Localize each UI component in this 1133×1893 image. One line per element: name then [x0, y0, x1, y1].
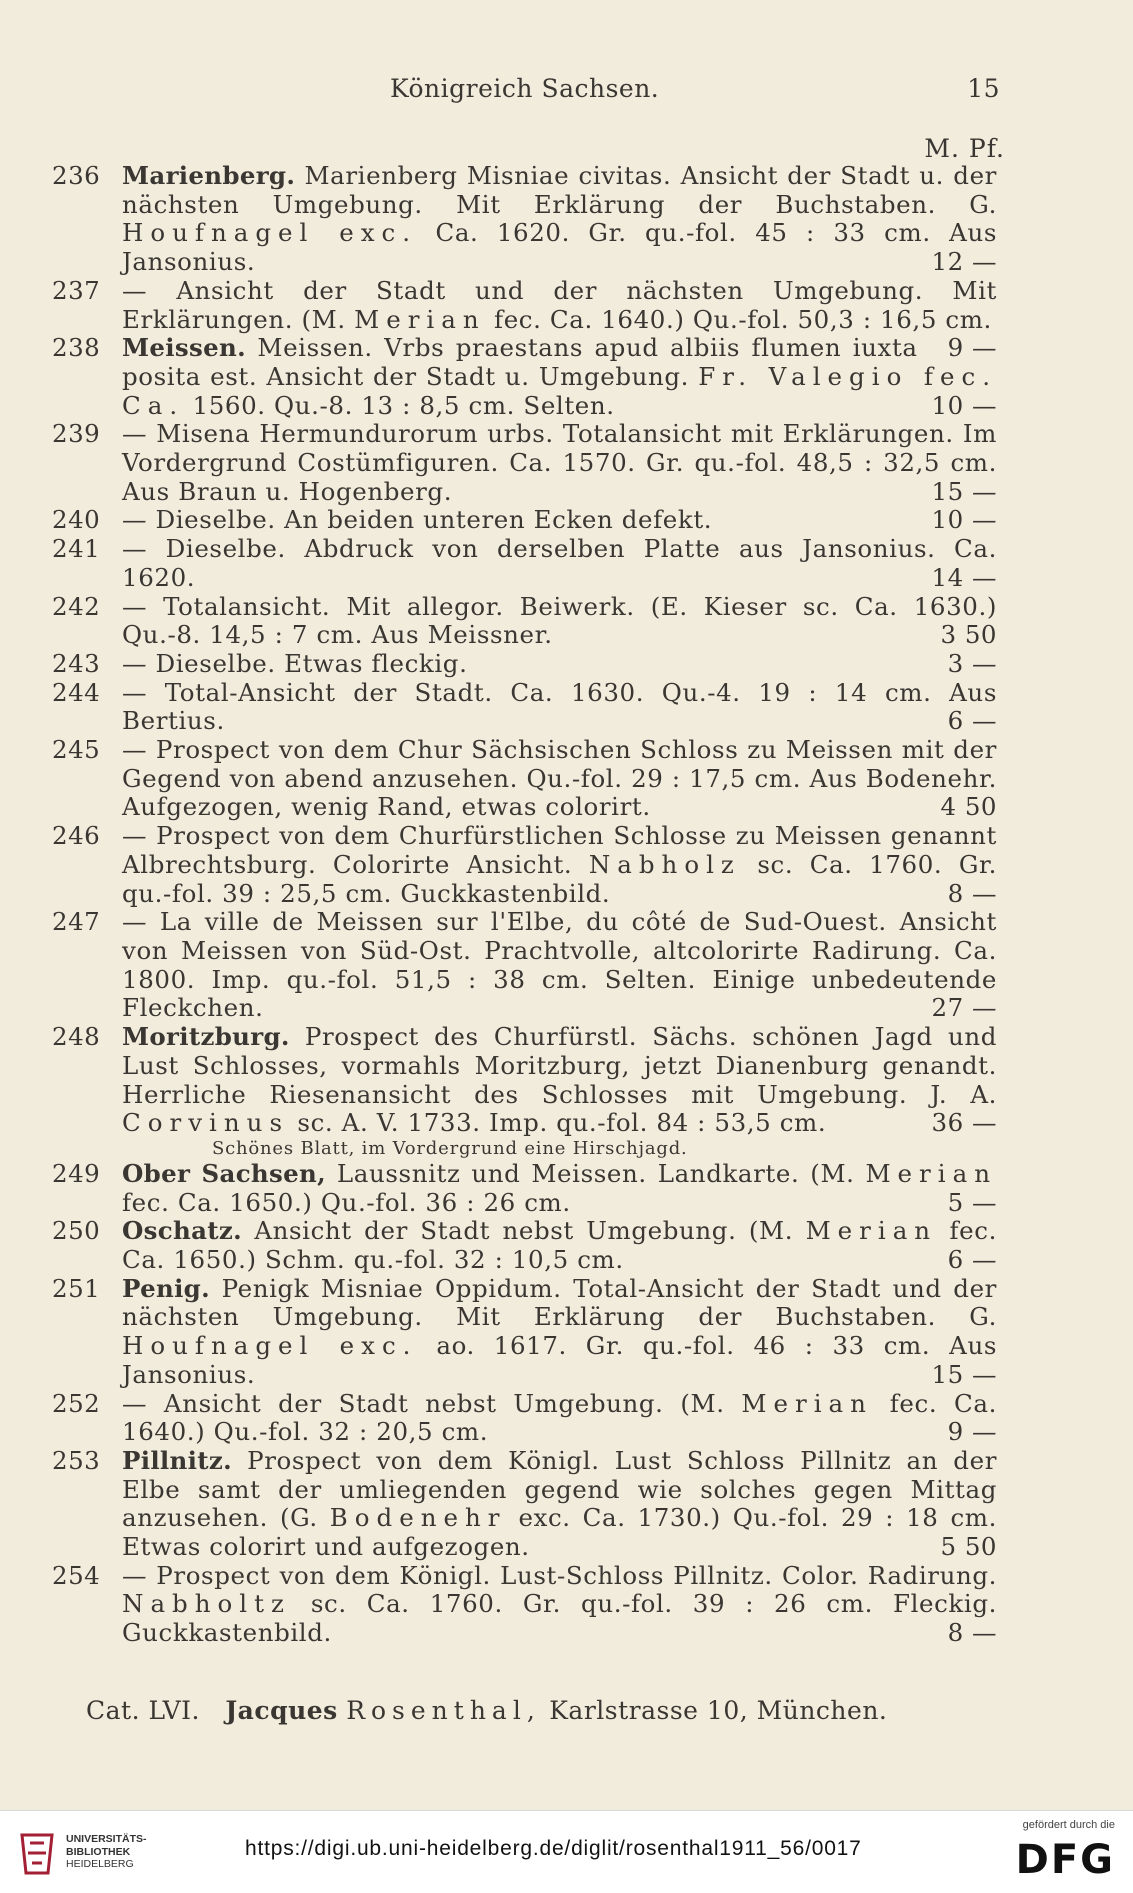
dealer-address: Karlstrasse 10, München.: [549, 1696, 888, 1725]
entry-description: Marienberg Misniae civitas. Ansicht der Stadt u. der nächsten Umgebung. Mit Erklärung der Buchstaben. G.: [122, 161, 997, 219]
entry-keyword: Marienberg.: [122, 161, 296, 190]
entry-description: Prospect von dem Königl. Lust Schloss Pillnitz an der Elbe samt der umliegenden gegend wie solches gegen Mittag anzusehen. (G.: [122, 1445, 997, 1533]
permalink-url[interactable]: https://digi.ub.uni-heidelberg.de/diglit/rosenthal1911_56/0017: [245, 1837, 862, 1860]
entry-artist: Houfnagel exc.: [122, 1331, 418, 1361]
catalog-entry: [52, 334, 997, 420]
entry-number: 236: [52, 161, 101, 190]
entry-description: — Dieselbe. Etwas fleckig.: [122, 648, 468, 678]
entry-number: 245: [52, 735, 101, 765]
entry-price: 15 —: [931, 1359, 997, 1389]
entry-description: — Dieselbe. An beiden unteren Ecken defekt.: [122, 505, 713, 535]
entry-number: 242: [52, 591, 101, 621]
catalog-entry: [52, 1023, 997, 1160]
entry-details: exc. Ca. 1730.) Qu.-fol. 29 : 18 cm. Etwas colorirt und aufgezogen.: [122, 1503, 997, 1562]
entry-details: sc. A. V. 1733. Imp. qu.-fol. 84 : 53,5 cm.: [289, 1108, 827, 1138]
entry-description: — Misena Hermundurorum urbs. Totalansicht mit Erklärungen. Im Vordergrund Costümfiguren. Ca. 1570. Gr. qu.-fol. 48,5 : 32,5 cm. Aus Braun u. Hogenberg.: [122, 419, 997, 506]
page-number: 15: [967, 74, 1000, 103]
entry-number: 243: [52, 648, 101, 678]
page-header: [120, 74, 1000, 114]
entry-artist: Corvinus: [122, 1108, 290, 1138]
entry-details: sc. Ca. 1760. Gr. qu.-fol. 39 : 26 cm. Fleckig. Guckkastenbild.: [122, 1589, 997, 1648]
catalog-entry: [52, 1562, 997, 1648]
entry-artist: Nabholz: [588, 849, 741, 879]
entry-details: fec. Ca. 1650.) Schm. qu.-fol. 32 : 10,5 cm.: [122, 1216, 997, 1275]
catalog-entry: [52, 535, 997, 592]
entry-artist: Merian: [741, 1388, 873, 1418]
entry-text: [122, 679, 997, 736]
page-footer: [86, 1696, 1006, 1725]
entry-text: [122, 736, 997, 822]
entry-description: — Dieselbe. Abdruck von derselben Platte aus Jansonius. Ca. 1620.: [122, 534, 997, 592]
entry-text: [122, 1275, 997, 1390]
dealer-first-name: Jacques: [225, 1696, 338, 1725]
entry-keyword: Meissen.: [122, 333, 246, 363]
entry-text: [122, 1160, 997, 1217]
entry-details: ao. 1617. Gr. qu.-fol. 46 : 33 cm. Aus Jansonius.: [122, 1331, 997, 1389]
catalog-entry: [52, 650, 997, 679]
entry-number: 238: [52, 333, 101, 363]
entry-price: 9 —: [947, 333, 997, 363]
entry-number: 254: [52, 1560, 101, 1590]
entry-note: Schönes Blatt, im Vordergrund eine Hirschjagd.: [212, 1137, 688, 1159]
entry-artist: Nabholtz: [122, 1589, 291, 1619]
entry-description: — Prospect von dem Churfürstlichen Schlosse zu Meissen genannt Albrechtsburg. Colorirte Ansicht.: [122, 821, 997, 879]
entry-text: [122, 1390, 997, 1447]
entry-number: 241: [52, 534, 101, 564]
entry-price: 5 —: [947, 1187, 997, 1217]
catalog-entry: [52, 420, 997, 506]
funded-by-label: gefördert durch die: [1022, 1819, 1115, 1831]
running-title: Königreich Sachsen.: [390, 74, 660, 103]
entry-artist: Merian: [805, 1216, 938, 1246]
entry-number: 240: [52, 505, 101, 535]
catalog-entry: [52, 679, 997, 736]
entry-description: — Prospect von dem Königl. Lust-Schloss Pillnitz. Color. Radirung.: [122, 1560, 997, 1590]
entry-text: [122, 1217, 997, 1274]
entry-price: 36 —: [931, 1108, 997, 1138]
entry-keyword: Moritzburg.: [122, 1022, 290, 1052]
entry-price: 4 50: [940, 792, 997, 822]
entry-description: — Ansicht der Stadt und der nächsten Umgebung. Mit Erklärungen. (M.: [122, 275, 997, 334]
entry-number: 247: [52, 907, 101, 937]
catalog-entry: [52, 736, 997, 822]
entry-text: [122, 162, 997, 277]
entry-text: [122, 420, 997, 506]
entry-text: [122, 1562, 997, 1648]
catalog-entries: [52, 162, 997, 1648]
entry-keyword: Pillnitz.: [122, 1445, 232, 1475]
entry-description: — Total-Ansicht der Stadt. Ca. 1630. Qu.-4. 19 : 14 cm. Aus Bertius.: [122, 677, 997, 736]
entry-text: [122, 334, 997, 420]
entry-keyword: Ober Sachsen,: [122, 1158, 326, 1188]
entry-text: [122, 1023, 997, 1138]
currency-header: M. Pf.: [924, 134, 1005, 163]
entry-description: Ansicht der Stadt nebst Umgebung. (M.: [241, 1216, 806, 1246]
catalog-entry: [52, 1275, 997, 1390]
catalog-entry: [52, 908, 997, 1023]
entry-price: 5 50: [940, 1532, 997, 1562]
entry-description: Laussnitz und Meissen. Landkarte. (M.: [325, 1158, 866, 1188]
entry-artist: Houfnagel exc.: [122, 218, 418, 248]
entry-text: [122, 535, 997, 592]
entry-text: [122, 908, 997, 1023]
entry-artist: Fr. Valegio fec. Ca.: [122, 361, 997, 420]
entry-details: fec. Ca. 1640.) Qu.-fol. 50,3 : 16,5 cm.: [485, 304, 992, 334]
entry-number: 237: [52, 275, 101, 305]
entry-price: 12 —: [931, 247, 997, 277]
catalog-entry: [52, 1160, 997, 1217]
entry-artist: Bodenehr: [329, 1503, 507, 1533]
entry-text: [122, 650, 997, 679]
entry-description: — Prospect von dem Chur Sächsischen Schloss zu Meissen mit der Gegend von abend anzusehen. Qu.-fol. 29 : 17,5 cm. Aus Bodenehr. Aufgezogen, wenig Rand, etwas colorirt.: [122, 735, 997, 822]
entry-price: 8 —: [947, 1618, 997, 1648]
entry-text: [122, 506, 997, 535]
entry-number: 249: [52, 1158, 101, 1188]
entry-description: Meissen. Vrbs praestans apud albiis flumen iuxta posita est. Ansicht der Stadt u. Umgebung.: [122, 333, 918, 391]
catalog-entry: [52, 1390, 997, 1447]
entry-details: sc. Ca. 1760. Gr. qu.-fol. 39 : 25,5 cm. Guckkastenbild.: [122, 849, 997, 908]
entry-price: 15 —: [931, 476, 997, 506]
entry-artist: Merian: [865, 1158, 997, 1188]
entry-price: 3 50: [940, 620, 997, 650]
entry-text: [122, 593, 997, 650]
entry-number: 248: [52, 1022, 101, 1052]
entry-number: 253: [52, 1445, 101, 1475]
entry-details: fec. Ca. 1640.) Qu.-fol. 32 : 20,5 cm.: [122, 1388, 997, 1447]
entry-number: 246: [52, 821, 101, 851]
catalog-number: Cat. LVI.: [86, 1696, 200, 1725]
entry-artist: Merian: [354, 304, 486, 334]
entry-details: 1560. Qu.-8. 13 : 8,5 cm. Selten.: [184, 390, 615, 420]
dealer-last-name: Rosenthal,: [346, 1696, 541, 1725]
entry-description: — La ville de Meissen sur l'Elbe, du côté de Sud-Ouest. Ansicht von Meissen von Süd-Ost. Prachtvolle, altcolorirte Radirung. Ca. 1800. Imp. qu.-fol. 51,5 : 38 cm. Selten. Einige unbedeutende Fleckchen.: [122, 907, 997, 1023]
entry-text: [122, 822, 997, 908]
entry-price: 10 —: [931, 390, 997, 420]
dfg-logo: DFG: [1015, 1837, 1115, 1883]
university-library-label: UNIVERSITÄTS- BIBLIOTHEK HEIDELBERG: [66, 1833, 147, 1870]
entry-description: — Ansicht der Stadt nebst Umgebung. (M.: [122, 1388, 742, 1418]
catalog-entry: [52, 162, 997, 277]
entry-price: 8 —: [947, 878, 997, 908]
entry-price: 10 —: [931, 505, 997, 535]
entry-price: 14 —: [931, 562, 997, 592]
entry-text: [122, 1447, 997, 1562]
university-seal-icon: [12, 1829, 62, 1879]
entry-price: 3 —: [947, 648, 997, 678]
entry-number: 252: [52, 1388, 101, 1418]
catalog-entry: [52, 822, 997, 908]
entry-details: Ca. 1620. Gr. qu.-fol. 45 : 33 cm. Aus Jansonius.: [122, 218, 997, 277]
catalog-entry: [52, 593, 997, 650]
entry-price: 9 —: [947, 1417, 997, 1447]
entry-number: 251: [52, 1273, 101, 1303]
entry-price: 6 —: [947, 1245, 997, 1275]
entry-number: 250: [52, 1216, 101, 1246]
entry-price: 6 —: [947, 706, 997, 736]
entry-keyword: Oschatz.: [122, 1216, 242, 1246]
entry-keyword: Penig.: [122, 1273, 210, 1303]
catalog-entry: [52, 1447, 997, 1562]
viewer-footer-bar: [0, 1810, 1133, 1893]
entry-number: 244: [52, 677, 101, 707]
entry-description: Penigk Misniae Oppidum. Total-Ansicht der Stadt und der nächsten Umgebung. Mit Erklärung der Buchstaben. G.: [122, 1273, 997, 1332]
entry-number: 239: [52, 419, 101, 449]
entry-details: fec. Ca. 1650.) Qu.-fol. 36 : 26 cm.: [122, 1187, 571, 1217]
entry-description: Prospect des Churfürstl. Sächs. schönen Jagd und Lust Schlosses, vormahls Moritzburg, jetzt Dianenburg genandt. Herrliche Riesenansicht des Schlosses mit Umgebung. J. A.: [122, 1022, 997, 1109]
entry-price: 27 —: [931, 993, 997, 1023]
catalog-entry: [52, 506, 997, 535]
catalog-entry: [52, 1217, 997, 1274]
entry-description: — Totalansicht. Mit allegor. Beiwerk. (E. Kieser sc. Ca. 1630.) Qu.-8. 14,5 : 7 cm. Aus Meissner.: [122, 591, 997, 650]
